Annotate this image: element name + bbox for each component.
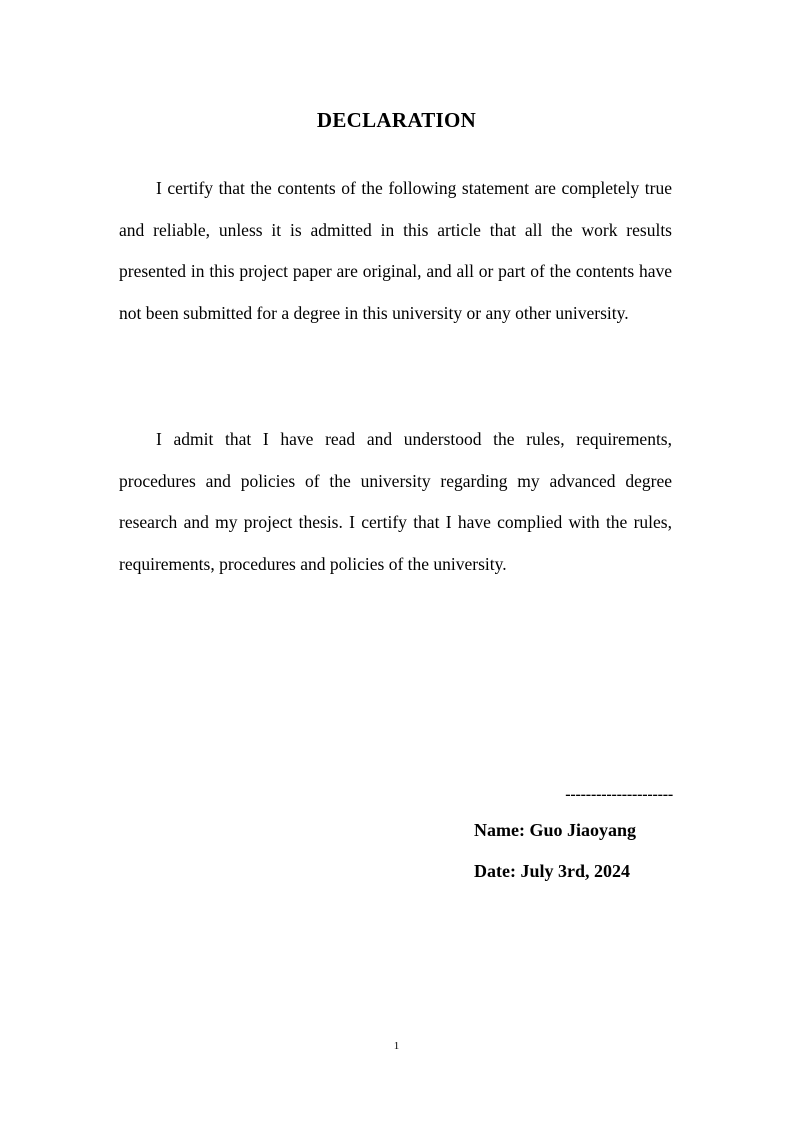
- signature-block: [474, 780, 674, 892]
- signature-date: Date: July 3rd, 2024: [474, 861, 630, 881]
- declaration-paragraph-2: I admit that I have read and understood the rules, requirements, procedures and policies of the university regarding my advanced degree research and my project thesis. I certify that I have complied with the rules, requirements, procedures and policies of the university.: [119, 429, 672, 574]
- declaration-paragraph-1: I certify that the contents of the following statement are completely true and reliable, unless it is admitted in this article that all the work results presented in this project paper are original, and all or part of the contents have not been submitted for a degree in this university or any other university.: [119, 178, 672, 323]
- page-number: 1: [393, 1040, 400, 1052]
- signature-line: ---------------------: [565, 786, 673, 803]
- signature-name: Name: Guo Jiaoyang: [474, 820, 636, 840]
- page-title: DECLARATION: [316, 108, 477, 132]
